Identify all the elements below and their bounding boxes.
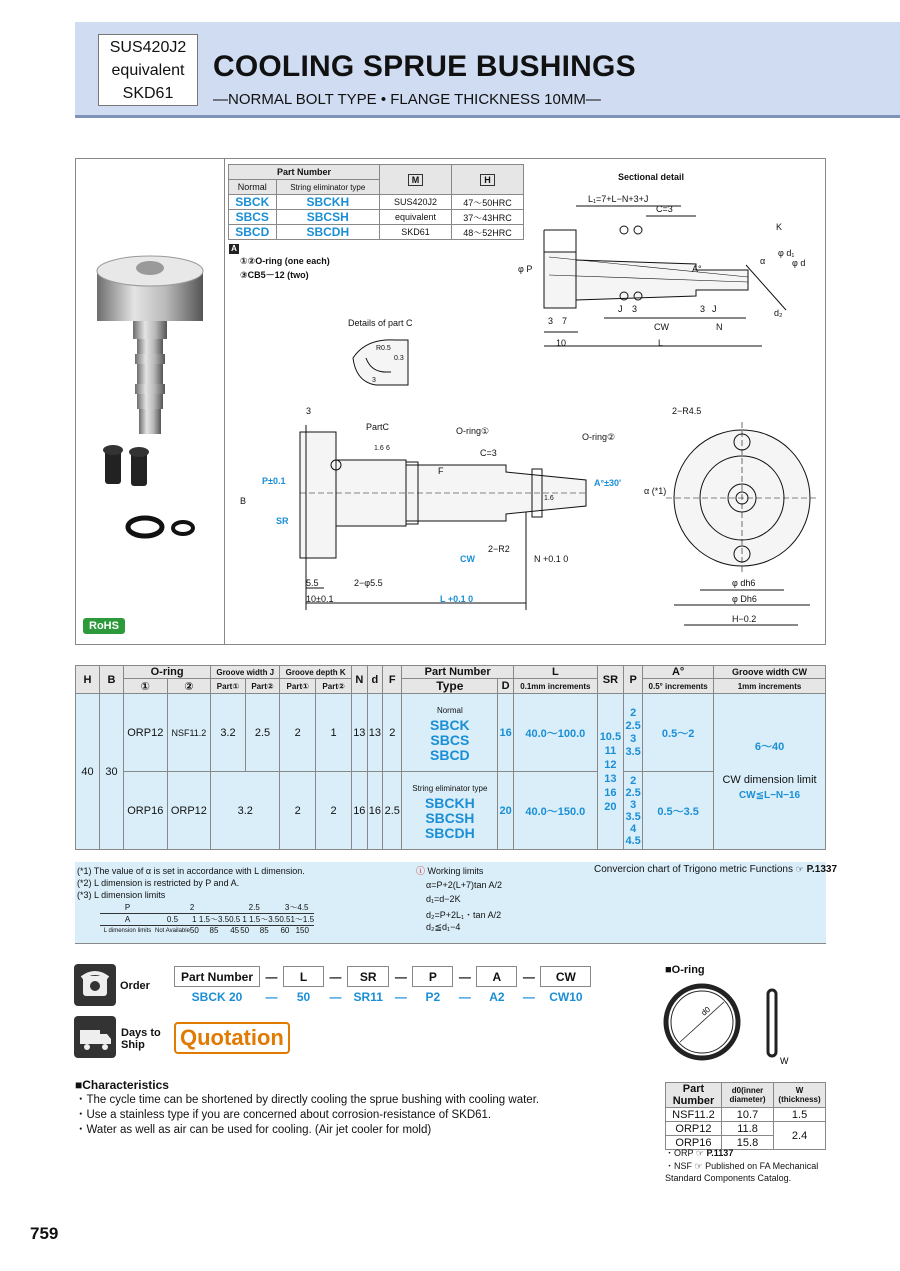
k-label: K: [776, 222, 783, 232]
three-label: 3: [548, 316, 554, 326]
phi-d1-label: φ d₁: [778, 248, 795, 258]
conversion-ref[interactable]: [594, 864, 837, 875]
limits-p: 3～4.5: [279, 902, 314, 914]
working-formula-2: d₁=d−2K: [426, 894, 461, 904]
limits-a: 0.5: [229, 915, 241, 924]
col-n: N: [352, 666, 368, 694]
type-label: Normal: [436, 705, 463, 715]
pn-normal: SBCK: [229, 195, 277, 210]
p-value: 3: [630, 732, 637, 745]
sr-label: SR: [276, 516, 289, 526]
cw-cell: [714, 694, 826, 850]
sr-value: 12: [604, 758, 617, 771]
d2-label: d₂: [774, 308, 783, 318]
k1: 2: [280, 772, 316, 850]
sr-value: 16: [604, 786, 617, 799]
oring-col: d0(inner diameter): [721, 1083, 773, 1108]
type-value: SBCK: [430, 716, 470, 733]
page-title: COOLING SPRUE BUSHINGS: [213, 50, 636, 83]
three-label: 3: [372, 377, 376, 384]
ten01-label: 10±0.1: [306, 594, 334, 604]
limits-a: 1: [190, 914, 199, 926]
v16-label: 1.6: [544, 495, 554, 502]
accessory-line-1: ①②O-ring (one each): [240, 256, 330, 266]
l-label: L: [658, 338, 664, 348]
page-number: 759: [30, 1224, 59, 1243]
page-ref-icon: ☞: [695, 1148, 704, 1158]
page-subtitle: —NORMAL BOLT TYPE • FLANGE THICKNESS 10MM—: [213, 91, 601, 108]
m-badge: M: [408, 174, 424, 186]
table-row: [666, 1108, 826, 1122]
oring-ref-2[interactable]: [665, 1160, 830, 1184]
material-line-3: SKD61: [122, 85, 174, 102]
col-d: d: [367, 666, 383, 694]
hardness: 37～43HRC: [452, 210, 524, 225]
conversion-page: P.1337: [806, 864, 838, 875]
order-col: L: [284, 967, 324, 987]
col-f: F: [383, 666, 402, 694]
sr-value: 13: [604, 772, 617, 785]
limits-a: 1: [240, 914, 249, 926]
col-l: L: [513, 666, 597, 679]
order-dash: —: [522, 969, 535, 984]
sr-values: [597, 694, 623, 850]
oring1-label: O-ring①: [456, 426, 490, 436]
type-string: [402, 772, 498, 850]
col-o2: ②: [167, 679, 211, 694]
pn-normal: SBCD: [229, 225, 277, 240]
r2-label: 2−R2: [488, 544, 510, 554]
ref1-text: ・ORP: [665, 1148, 694, 1158]
oring-pn: NSF11.2: [666, 1108, 722, 1122]
col-cw: Groove width CW: [714, 666, 826, 679]
v6-label: 6: [386, 445, 390, 452]
limits-l: 85: [209, 926, 219, 935]
alpha-label: α: [760, 256, 766, 266]
r45-label: 2−R4.5: [672, 406, 702, 416]
characteristics-list: [75, 1093, 539, 1138]
page-ref-icon: ☞: [694, 1161, 703, 1171]
working-formula-1: α=P+2(L+7)tan A/2: [426, 880, 503, 890]
d55-label: 5.5: [306, 578, 319, 588]
oring-w: 2.4: [774, 1122, 826, 1150]
oring-d0: 10.7: [721, 1108, 773, 1122]
list-item: ・Use a stainless type if you are concerned about corrosion-resistance of SKD61.: [75, 1109, 492, 1121]
phone-icon: [74, 964, 116, 1006]
page-ref-icon: ☞: [795, 864, 804, 874]
r05-label: R0.5: [376, 345, 391, 352]
type-label: String eliminator type: [412, 783, 488, 793]
order-col: SR: [348, 967, 389, 987]
dd: 16: [498, 694, 514, 772]
l01-label: L +0.1 0: [440, 594, 474, 604]
oring-diagram: [660, 982, 800, 1068]
phi55-label: 2−φ5.5: [354, 578, 383, 588]
p-value: 2.5: [625, 719, 641, 732]
ref2-detail: Published on FA Mechanical Standard Components Catalog.: [665, 1161, 819, 1183]
cw-range: 6～40: [754, 741, 785, 753]
material: equivalent: [380, 210, 452, 225]
j: 3.2: [211, 772, 280, 850]
j1: 3.2: [211, 694, 246, 772]
rohs-badge: RoHS: [83, 618, 125, 634]
cw-formula: CW≦L−N−16: [738, 790, 801, 801]
three-label: 3: [632, 304, 638, 314]
c3-label: C=3: [656, 204, 673, 214]
table-row: [666, 1122, 826, 1136]
d: 16: [367, 772, 383, 850]
p-value: 2.5: [625, 786, 641, 799]
h-badge: H: [480, 174, 495, 186]
working-label: Working limits: [427, 866, 484, 876]
order-col: A: [477, 967, 517, 987]
oring-pn: ORP12: [666, 1122, 722, 1136]
oring2: ORP12: [167, 772, 211, 850]
limits-l: 45: [230, 926, 240, 935]
material-line-1: SUS420J2: [109, 39, 187, 56]
limits-l: 50: [189, 926, 199, 935]
oring-w-label: W: [780, 1056, 789, 1066]
list-item: ・The cycle time can be shortened by directly cooling the sprue bushing with cooling water.: [75, 1094, 540, 1106]
p-values: [624, 694, 643, 772]
normal-header: Normal: [229, 180, 277, 195]
order-val: A2: [489, 989, 505, 1004]
order-dash: —: [458, 969, 471, 984]
col-oring: O-ring: [124, 666, 211, 679]
order-val: P2: [425, 989, 441, 1004]
b-label: B: [240, 496, 247, 506]
limits-l: 60: [280, 926, 290, 935]
sr-value: 10.5: [599, 730, 622, 743]
oring2-label: O-ring②: [582, 432, 616, 442]
j2: 2.5: [245, 694, 280, 772]
p-value: 2: [630, 706, 637, 719]
f: 2: [383, 694, 402, 772]
hardness: 47～50HRC: [452, 195, 524, 210]
pn-normal: SBCS: [229, 210, 277, 225]
col-k2: Part②: [316, 679, 352, 694]
note-3: (*3) L dimension limits: [77, 890, 166, 900]
type-value: SBCS: [430, 731, 470, 748]
order-dash: —: [458, 989, 471, 1004]
cw-label: CW: [654, 322, 669, 332]
limits-a: 0.5: [279, 915, 291, 924]
working-formula-3: d₂=P+2L₁・tan A/2: [426, 910, 502, 920]
days-to-ship-label: Days to Ship: [121, 1027, 161, 1051]
order-dash: —: [265, 989, 278, 1004]
b-value: 30: [100, 694, 124, 850]
list-item: ・Water as well as air can be used for cooling. (Air jet cooler for mold): [75, 1124, 432, 1136]
quotation-button[interactable]: Quotation: [174, 1022, 290, 1054]
limits-a: A: [100, 914, 155, 926]
col-p: P: [624, 666, 643, 694]
string-header: String eliminator type: [276, 180, 379, 195]
order-dash: —: [329, 989, 342, 1004]
l-range: 40.0～150.0: [513, 772, 597, 850]
col-j2: Part②: [245, 679, 280, 694]
col-ainc: 0.5° increments: [643, 679, 714, 694]
limits-a: 0.5: [155, 914, 190, 926]
order-dash: —: [522, 989, 535, 1004]
order-col: P: [413, 967, 453, 987]
oring2: NSF11.2: [167, 694, 211, 772]
n: 13: [352, 694, 368, 772]
order-col: CW: [541, 967, 591, 987]
col-a: A°: [643, 666, 714, 679]
p-values: [624, 772, 643, 850]
oring1: ORP12: [124, 694, 168, 772]
limits-l: L dimension limits: [103, 927, 152, 934]
product-photo: [75, 158, 225, 645]
limits-a: 1～1.5: [290, 915, 315, 924]
col-h: H: [76, 666, 100, 694]
warning-icon: ⓘ: [416, 866, 426, 876]
p-value: 2: [630, 774, 637, 787]
oring-pn: ORP16: [666, 1136, 722, 1150]
j-label: J: [712, 304, 717, 314]
table-row: [100, 914, 314, 926]
p-value: 3: [630, 798, 637, 811]
oring-col: W (thickness): [774, 1083, 826, 1108]
sr-value: 11: [604, 744, 617, 757]
order-dash: —: [394, 969, 407, 984]
col-k1: Part①: [280, 679, 316, 694]
j-label: J: [618, 304, 623, 314]
a-deg-label: A°: [692, 264, 702, 274]
ten-label: 10: [556, 338, 567, 348]
table-row: [76, 694, 826, 772]
d03-label: 0.3: [394, 355, 404, 362]
material: SUS420J2: [380, 195, 452, 210]
p-value: 4: [630, 822, 637, 835]
phi-p-label: φ P: [518, 264, 533, 274]
k1: 2: [280, 694, 316, 772]
type-value: SBCD: [430, 746, 470, 763]
col-cwinc: 1mm increments: [714, 679, 826, 694]
d: 13: [367, 694, 383, 772]
limits-l: 85: [259, 926, 269, 935]
f: 2.5: [383, 772, 402, 850]
product-photo-panel: [75, 158, 225, 645]
order-val: SBCK 20: [191, 989, 243, 1004]
cw-label: CW: [460, 554, 475, 564]
truck-icon: [74, 1016, 116, 1058]
Dh6-label: φ Dh6: [732, 594, 757, 604]
h-value: 40: [76, 694, 100, 850]
three-label: 3: [700, 304, 706, 314]
col-b: B: [100, 666, 124, 694]
f-label: F: [438, 466, 444, 476]
note-2: (*2) L dimension is restricted by P and A.: [77, 878, 240, 888]
col-o1: ①: [124, 679, 168, 694]
type-value: SBCKH: [424, 794, 475, 811]
oring-table: [665, 1082, 826, 1150]
type-normal: [402, 694, 498, 772]
details-c-label: Details of part C: [348, 318, 413, 328]
col-pn: Part Number: [402, 666, 514, 679]
oring1: ORP16: [124, 772, 168, 850]
material-box: [98, 34, 198, 106]
working-limits: [416, 864, 483, 877]
working-formula-4: d₂≦d₁−4: [426, 922, 461, 932]
three-label: 3: [306, 406, 312, 416]
oring-d0: 11.8: [721, 1122, 773, 1136]
ref2-text: ・NSF: [665, 1161, 693, 1171]
oring-ref-1[interactable]: [665, 1146, 733, 1159]
c3-label: C=3: [480, 448, 497, 458]
characteristics-title: ■Characteristics: [75, 1078, 169, 1092]
a-range: 0.5～2: [643, 694, 714, 772]
col-gd: Groove depth K: [280, 666, 352, 679]
a30-label: A°±30': [594, 478, 622, 488]
limits-p: P: [100, 902, 155, 914]
col-linc: 0.1mm increments: [513, 679, 597, 694]
order-val: SR11: [353, 989, 383, 1004]
technical-drawing: [226, 160, 824, 642]
col-j1: Part①: [211, 679, 246, 694]
phi-d-label: φ d: [792, 258, 806, 268]
order-dash: —: [329, 969, 342, 984]
hardness: 48～52HRC: [452, 225, 524, 240]
l-limits-table: [100, 902, 314, 935]
n-label: N: [716, 322, 723, 332]
k2: 2: [316, 772, 352, 850]
oring-d0-label: d0: [699, 1004, 713, 1018]
pn-string: SBCKH: [276, 195, 379, 210]
dh6-label: φ dh6: [732, 578, 756, 588]
limits-l: 50: [240, 926, 250, 935]
material-line-2: equivalent: [111, 62, 185, 79]
order-val: CW10: [549, 989, 583, 1004]
oring-d0: 15.8: [721, 1136, 773, 1150]
order-label: Order: [120, 980, 150, 992]
cw-limit: CW dimension limit: [722, 774, 817, 786]
table-row: [76, 772, 826, 850]
oring-title: ■O-ring: [665, 964, 705, 976]
material: SKD61: [380, 225, 452, 240]
h02-label: H−0.2: [732, 614, 757, 624]
limits-a: 1.5～3.5: [198, 915, 230, 924]
limits-p: 2: [155, 902, 229, 914]
pn-header: Part Number: [229, 165, 380, 180]
limits-l: Not Available: [155, 927, 190, 934]
pn-string: SBCDH: [276, 225, 379, 240]
order-dash: —: [394, 989, 407, 1004]
p-value: 3.5: [625, 810, 641, 823]
conversion-text: Convercion chart of Trigono metric Functions: [594, 864, 793, 875]
order-example: [174, 966, 591, 1007]
seven-label: 7: [562, 316, 568, 326]
accessory-badge: A: [229, 244, 239, 254]
alpha1-label: α (*1): [644, 486, 667, 496]
type-value: SBCSH: [425, 809, 475, 826]
a-range: 0.5～3.5: [643, 772, 714, 850]
col-gw: Groove width J: [211, 666, 280, 679]
note-1: (*1) The value of α is set in accordance with L dimension.: [77, 866, 305, 876]
sectional-detail-label: Sectional detail: [618, 172, 685, 182]
n01-label: N +0.1 0: [534, 554, 569, 564]
limits-l: 150: [295, 926, 309, 935]
pn-string: SBCSH: [276, 210, 379, 225]
col-dd: D: [498, 679, 514, 694]
sr-value: 20: [604, 800, 617, 813]
ref1-page: P.1137: [706, 1148, 734, 1158]
table-row: [100, 902, 314, 914]
dd: 20: [498, 772, 514, 850]
accessory-line-2: ③CB5－12 (two): [240, 270, 309, 280]
p01-label: P±0.1: [262, 476, 286, 486]
n: 16: [352, 772, 368, 850]
order-col: Part Number: [175, 967, 260, 987]
order-dash: —: [265, 969, 278, 984]
v16-label: 1.6: [374, 445, 384, 452]
oring-w: 1.5: [774, 1108, 826, 1122]
p-value: 3.5: [625, 745, 641, 758]
p-value: 4.5: [625, 834, 641, 847]
table-row: [100, 926, 314, 936]
partc-label: PartC: [366, 422, 390, 432]
l1-label: L₁=7+L−N+3+J: [588, 194, 649, 204]
limits-a: 1.5～3.5: [249, 915, 280, 924]
l-range: 40.0～100.0: [513, 694, 597, 772]
col-type: Type: [402, 679, 498, 694]
type-value: SBCDH: [424, 824, 475, 841]
spec-table: [75, 665, 826, 850]
col-sr: SR: [597, 666, 623, 694]
oring-col: Part Number: [666, 1083, 722, 1108]
k2: 1: [316, 694, 352, 772]
limits-p: 2.5: [229, 902, 279, 914]
order-val: 50: [296, 989, 311, 1004]
